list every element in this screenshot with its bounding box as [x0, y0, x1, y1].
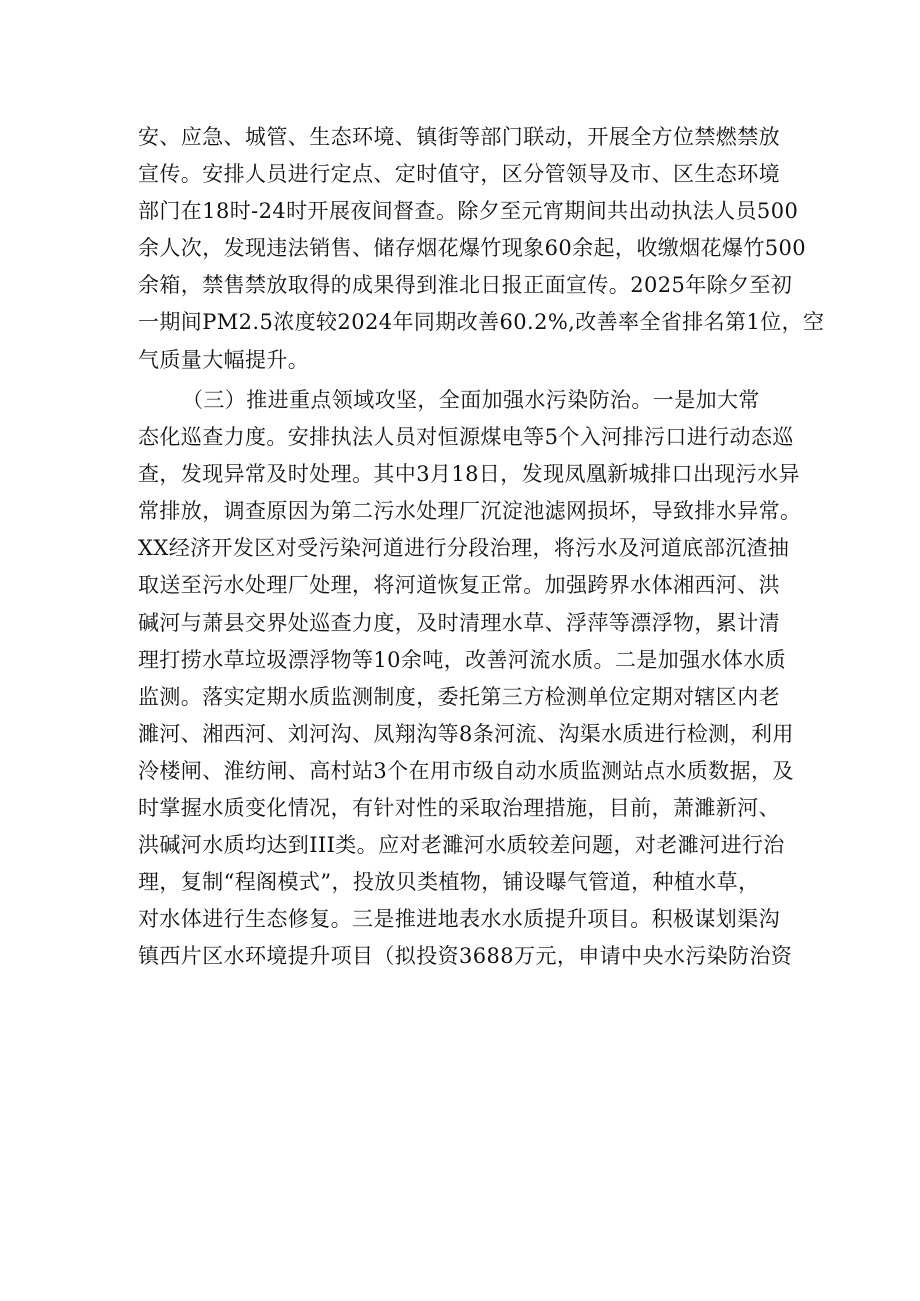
text-line: 余人次，发现违法销售、储存烟花爆竹现象60余起，收缴烟花爆竹500 [138, 236, 807, 261]
text-line: 理打捞水草垃圾漂浮物等10余吨，改善河流水质。二是加强水体水质 [138, 647, 787, 672]
text-line: 理，复制“程阁模式”，投放贝类植物，铺设曝气管道，种植水草， [138, 870, 760, 895]
text-line: 安、应急、城管、生态环境、镇街等部门联动，开展全方位禁燃禁放 [138, 125, 780, 149]
text-line: 时掌握水质变化情况，有针对性的采取治理措施，目前，萧濉新河、 [138, 796, 780, 821]
text-line: 查，发现异常及时处理。其中3月18日，发现凤凰新城排口出现污水异 [138, 462, 800, 487]
text-line: 碱河与萧县交界处巡查力度，及时清理水草、浮萍等漂浮物，累计清 [138, 610, 780, 635]
text-line: 气质量大幅提升。 [138, 347, 310, 372]
paragraph-water-pollution [138, 382, 802, 976]
text-line: 取送至污水处理厂处理，将河道恢复正常。加强跨界水体湘西河、洪 [138, 573, 780, 598]
paragraph-air-quality [138, 119, 825, 379]
text-line: 监测。落实定期水质监测制度，委托第三方检测单位定期对辖区内老 [138, 684, 780, 709]
text-line: 对水体进行生态修复。三是推进地表水水质提升项目。积极谋划渠沟 [138, 907, 780, 932]
text-line: 镇西片区水环境提升项目（拟投资3688万元，申请中央水污染防治资 [138, 944, 793, 969]
text-line: 态化巡查力度。安排执法人员对恒源煤电等5个入河排污口进行动态巡 [138, 425, 794, 450]
text-line: 部门在18时-24时开展夜间督查。除夕至元宵期间共出动执法人员500 [138, 199, 799, 224]
text-line: 宣传。安排人员进行定点、定时值守，区分管领导及市、区生态环境 [138, 162, 780, 187]
text-line: 一期间PM2.5浓度较2024年同期改善60.2%,改善率全省排名第1位，空 [138, 310, 825, 335]
text-line: 泠楼闸、淮纺闸、高村站3个在用市级自动水质监测站点水质数据，及 [138, 758, 794, 783]
text-line: 常排放，调查原因为第二污水处理厂沉淀池滤网损坏，导致排水异常。 [138, 499, 802, 524]
text-line: XX经济开发区对受污染河道进行分段治理，将污水及河道底部沉渣抽 [138, 536, 790, 561]
text-line: 濉河、湘西河、刘河沟、凤翔沟等8条河流、沟渠水质进行检测，利用 [138, 721, 794, 746]
section-heading-line: （三）推进重点领域攻坚，全面加强水污染防治。一是加大常 [182, 388, 760, 412]
text-line: 洪碱河水质均达到III类。应对老濉河水质较差问题，对老濉河进行治 [138, 833, 785, 858]
text-line: 余箱，禁售禁放取得的成果得到淮北日报正面宣传。2025年除夕至初 [138, 273, 793, 298]
